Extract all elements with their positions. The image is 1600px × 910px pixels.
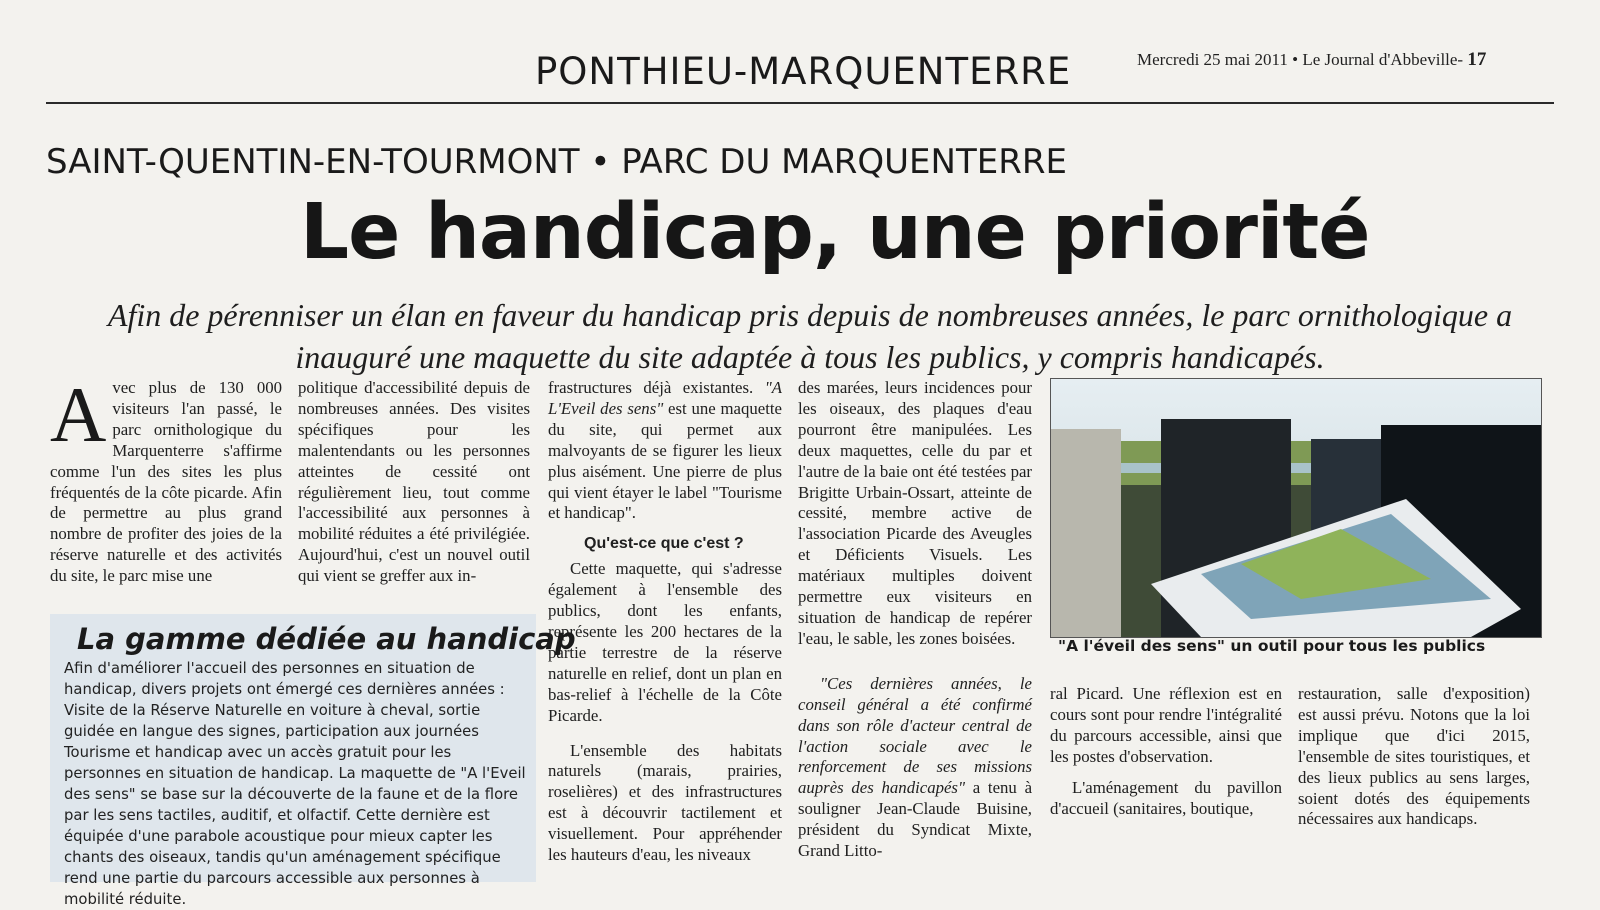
article-kicker: SAINT-QUENTIN-EN-TOURMONT • PARC DU MARQUENTERRE — [46, 142, 1067, 182]
article-column-6 — [1298, 684, 1530, 830]
article-column-5 — [1050, 684, 1282, 819]
column-6-text: restauration, salle d'exposition) est aussi prévu. Notons que la loi implique que d'ici 2015, l'ensemble de sites touristiques, et des lieux publics au sens larges, soient dotés des équipements nécessaires aux handicaps. — [1298, 684, 1530, 829]
photo-illustration — [1051, 379, 1541, 637]
column-4-quote: "Ces dernières années, le conseil général a été confirmé dans son rôle d'acteur central de l'action sociale avec le renforcement de ses missions auprès des handicapés" — [798, 673, 1032, 798]
column-3-para-2: Cette maquette, qui s'adresse également à l'ensemble des publics, dont les enfants, représente les 200 hectares de la partie terrestre de la réserve naturelle en relief, dont un plan en bas-relief à l'échelle de la Côte Picarde. — [548, 559, 782, 725]
page-number: 17 — [1467, 49, 1487, 70]
section-title: PONTHIEU-MARQUENTERRE — [535, 50, 1072, 93]
article-photo — [1050, 378, 1542, 638]
column-5-para-1: ral Picard. Une réflexion est en cours sont pour rendre l'intégralité du parcours accessible, ainsi que les postes d'observation. — [1050, 684, 1282, 766]
photo-caption: "A l'éveil des sens" un outil pour tous les publics — [1058, 637, 1486, 655]
article-column-3 — [548, 378, 782, 866]
header-rule — [46, 102, 1554, 104]
column-1-text: vec plus de 130 000 visiteurs l'an passé, le parc ornithologique du Marquenterre s'affirme comme l'un des sites les plus fréquentés de la côte picarde. Afin de permettre au plus grand nombre de profiter des joies de la réserve naturelle et des activités du site, le parc mise une — [50, 378, 282, 586]
column-3-para-1-c: est une maquette du site, qui permet aux malvoyants de se figurer les lieux plus aisément. Une pierre de plus qui vient étayer le label "Tourisme et handicap". — [548, 398, 782, 523]
headline: Le handicap, une priorité — [300, 188, 1370, 277]
column-4-para-1: des marées, leurs incidences pour les oiseaux, des plaques d'eau pourront être manipulées. Les deux maquettes, celle du par et l'autre de la baie ont été testées par Brigitte Urbain-Ossart, atteinte de cessité, membre active de l'association Picarde des Aveugles et Déficients Visuels. Les matériaux multiples doivent permettre eux visiteurs en situation de handicap de repérer l'eau, le sable, les zones boisées. — [798, 378, 1032, 648]
standfirst: Afin de pérenniser un élan en faveur du handicap pris depuis de nombreuses années, le parc ornithologique a inauguré une maquette du site adaptée à tous les publics, y compris handicapés. — [107, 297, 1513, 375]
column-3-para-1 — [548, 378, 782, 524]
column-3-subhead: Qu'est-ce que c'est ? — [584, 535, 744, 553]
drop-cap: A — [50, 371, 107, 458]
sidebar-box-text: Afin d'améliorer l'accueil des personnes en situation de handicap, divers projets ont émergé ces dernières années : Visite de la Réserve Naturelle en voiture à cheval, sortie guidée en langue des signes, participation aux journées Tourisme et handicap avec un accès gratuit pour les personnes en situation de handicap. La maquette de "A l'Eveil des sens" se base sur la découverte de la faune et de la flore par les sens tactiles, auditif, et olfactif. Cette dernière est équipée d'une parabole acoustique pour mieux capter les chants des oiseaux, tandis qu'un aménagement spécifique rend une partie du parcours accessible aux personnes à mobilité réduite. — [64, 660, 526, 908]
article-column-2 — [298, 378, 530, 587]
column-3-para-1-a: frastructures déjà existantes. — [548, 378, 765, 397]
dateline-text: Mercredi 25 mai 2011 • Le Journal d'Abbeville- — [1137, 50, 1464, 69]
dateline — [1137, 49, 1486, 71]
column-3-para-3: L'ensemble des habitats naturels (marais, prairies, roselières) et des infrastructures est à découvrir tactilement et visuellement. Pour appréhender les hauteurs d'eau, les niveaux — [548, 740, 782, 865]
sidebar-box-title: La gamme dédiée au handicap — [77, 622, 576, 656]
column-4-para-2-rest: a tenu à souligner Jean-Claude Buisine, président du Syndicat Mixte, Grand Litto- — [798, 778, 1033, 861]
column-5-para-2: L'aménagement du pavillon d'accueil (sanitaires, boutique, — [1050, 777, 1282, 818]
article-column-4 — [798, 378, 1032, 862]
article-column-1 — [50, 371, 282, 587]
column-4-para-2 — [798, 674, 1032, 862]
column-3-para-1-b: "A L'Eveil des sens" — [548, 378, 782, 418]
column-2-text: politique d'accessibilité depuis de nombreuses années. Des visites spécifiques pour les malentendants ou les personnes atteintes de cessité ont régulièrement lieu, tout comme l'accessibilité aux personnes à mobilité réduites a été privilégiée. Aujourd'hui, c'est un nouvel outil qui vient se greffer aux in- — [298, 378, 530, 586]
